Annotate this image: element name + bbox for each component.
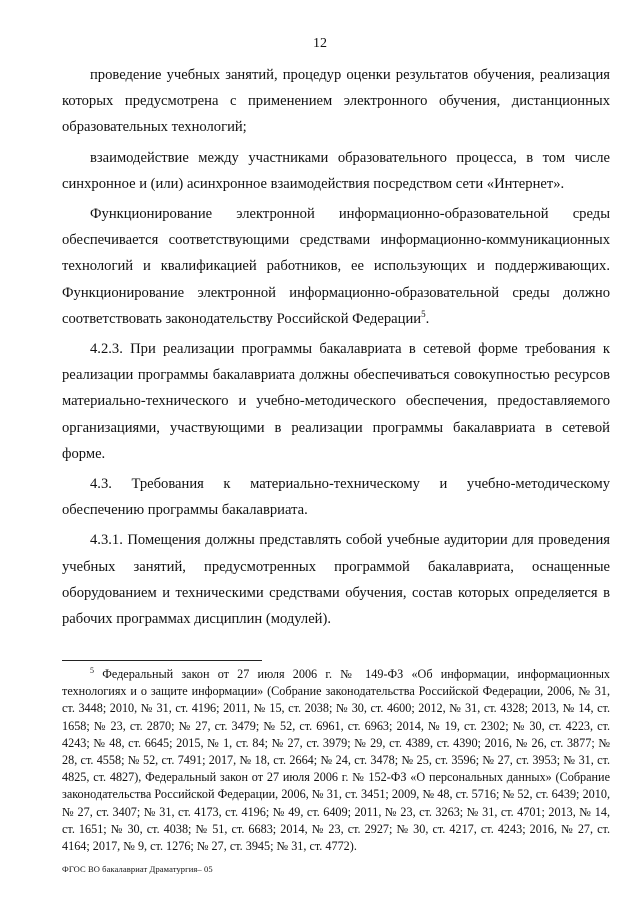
paragraph: 4.3. Требования к материально-техническому и учебно-методическому обеспечению программы бакалавриата. (62, 476, 610, 519)
footnote-marker: 5 (90, 665, 94, 675)
body-text (62, 62, 610, 636)
page-number: 12 (313, 36, 327, 51)
paragraph: 4.3.1. Помещения должны представлять собой учебные аудитории для проведения учебных занятий, предусмотренных программой бакалавриата, оснащенные оборудованием и техническими средствами обучения, состав которых определяется в рабочих программах дисциплин (модулей). (62, 532, 610, 628)
paragraph: 4.2.3. При реализации программы бакалавриата в сетевой форме требования к реализации программы бакалавриата должны обеспечиваться совокупностью ресурсов материально-технического и учебно-методического обеспечения, предоставляемого организациями, участвующими в реализации программы бакалавриата в сетевой форме. (62, 341, 610, 462)
footnote-reference: 5 (421, 308, 426, 319)
document-footer: ФГОС ВО бакалавриат Драматургия– 05 (62, 864, 213, 874)
paragraph: проведение учебных занятий, процедур оценки результатов обучения, реализация которых предусмотрена с применением электронного обучения, дистанционных образовательных технологий; (62, 67, 610, 136)
footnote-text: Федеральный закон от 27 июля 2006 г. № 149-ФЗ «Об информации, информационных технологиях и о защите информации» (Собрание законодательства Российской Федерации, 2006, № 31, ст. 3448; 2010, № 31, ст. 4196; 2011, № 15, ст. 2038; № 30, ст. 4600; 2012, № 31, ст. 4328; 2013, № 14, ст. 1658; № 23, ст. 2870; № 27, ст. 3479; № 52, ст. 6961, ст. 6963; 2014, № 19, ст. 2302; № 30, ст. 4223, ст. 4243; № 48, ст. 6645; 2015, № 1, ст. 84; № 27, ст. 3979; № 29, ст. 4389, ст. 4390; 2016, № 26, ст. 3877; № 28, ст. 4558; № 52, ст. 7491; 2017, № 18, ст. 2664; № 24, ст. 3478; № 25, ст. 3596; № 27, ст. 3953; № 31, ст. 4825, ст. 4827), Федеральный закон от 27 июля 2006 г. № 152-ФЗ «О персональных данных» (Собрание законодательства Российской Федерации, 2006, № 31, ст. 3451; 2009, № 48, ст. 5716; № 52, ст. 6439; 2010, № 27, ст. 3407; № 31, ст. 4173, ст. 4196; № 49, ст. 6409; 2011, № 23, ст. 3263; № 31, ст. 4701; 2013, № 14, ст. 1651; № 30, ст. 4038; № 51, ст. 6683; 2014, № 23, ст. 2927; № 30, ст. 4217, ст. 4243; 2016, № 27, ст. 4164; 2017, № 9, ст. 1276; № 27, ст. 3945; № 31, ст. 4772). (62, 667, 610, 854)
footnote-divider (62, 660, 262, 661)
footnote (62, 666, 610, 855)
paragraph-end: . (425, 310, 430, 327)
paragraph: взаимодействие между участниками образовательного процесса, в том числе синхронное и (или) асинхронное взаимодействия посредством сети «Интернет». (62, 149, 610, 192)
paragraph (62, 201, 610, 332)
paragraph-text: Функционирование электронной информационно-образовательной среды обеспечивается соответствующими средствами информационно-коммуникационных технологий и квалификацией работников, ее использующих и поддерживающих. Функционирование электронной информационно-образовательной среды должно соответствовать законодательству Российской Федерации (62, 206, 610, 327)
